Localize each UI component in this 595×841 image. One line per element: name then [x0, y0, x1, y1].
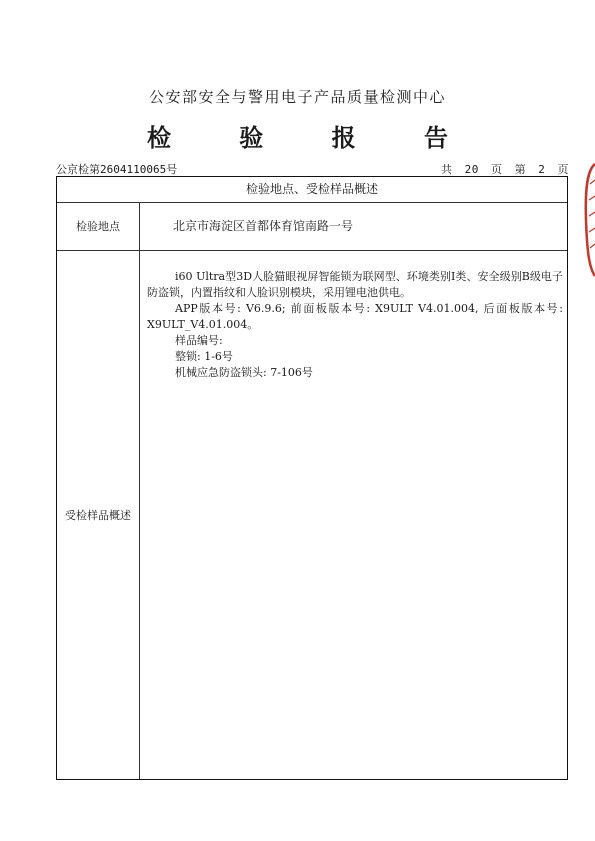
report-table — [56, 176, 568, 780]
sample-intro: i60 Ultra型3D人脸猫眼视屏智能锁为联网型、环境类别I类、安全级别B级电子防盗锁，内置指纹和人脸识别模块，采用锂电池供电。 — [147, 270, 563, 299]
section-title: 检验地点、受检样品概述 — [57, 177, 567, 203]
page-unit: 页 — [491, 163, 503, 176]
sample-row — [57, 251, 567, 779]
sample-whole-lock: 整锁: 1-6号 — [175, 350, 233, 363]
sample-label-cell — [57, 251, 140, 779]
sample-description — [147, 269, 563, 381]
sample-no-label: 样品编号: — [175, 334, 223, 347]
current-page: 2 — [538, 163, 546, 176]
total-prefix: 共 — [441, 163, 453, 176]
page-unit: 页 — [557, 163, 569, 176]
location-label: 检验地点 — [57, 203, 140, 250]
location-value: 北京市海淀区首都体育馆南路一号 — [173, 219, 354, 233]
sample-versions: APP版本号: V6.9.6; 前面板版本号: X9ULT V4.01.004, 后面板版本号: X9ULT_V4.01.004。 — [147, 302, 563, 331]
location-row — [57, 203, 567, 251]
current-prefix: 第 — [514, 163, 527, 176]
sample-mech-cylinder: 机械应急防盗锁头: 7-106号 — [175, 366, 313, 379]
report-meta — [56, 161, 569, 175]
seal-stamp-icon — [583, 160, 595, 280]
page-info — [436, 161, 569, 177]
agency-name: 公安部安全与警用电子产品质量检测中心 — [148, 88, 446, 106]
report-number: 公京检第2604110065号 — [56, 163, 178, 176]
report-title: 检 验 报 告 — [146, 123, 479, 152]
total-pages: 20 — [464, 163, 479, 176]
sample-label: 受检样品概述 — [65, 509, 131, 522]
